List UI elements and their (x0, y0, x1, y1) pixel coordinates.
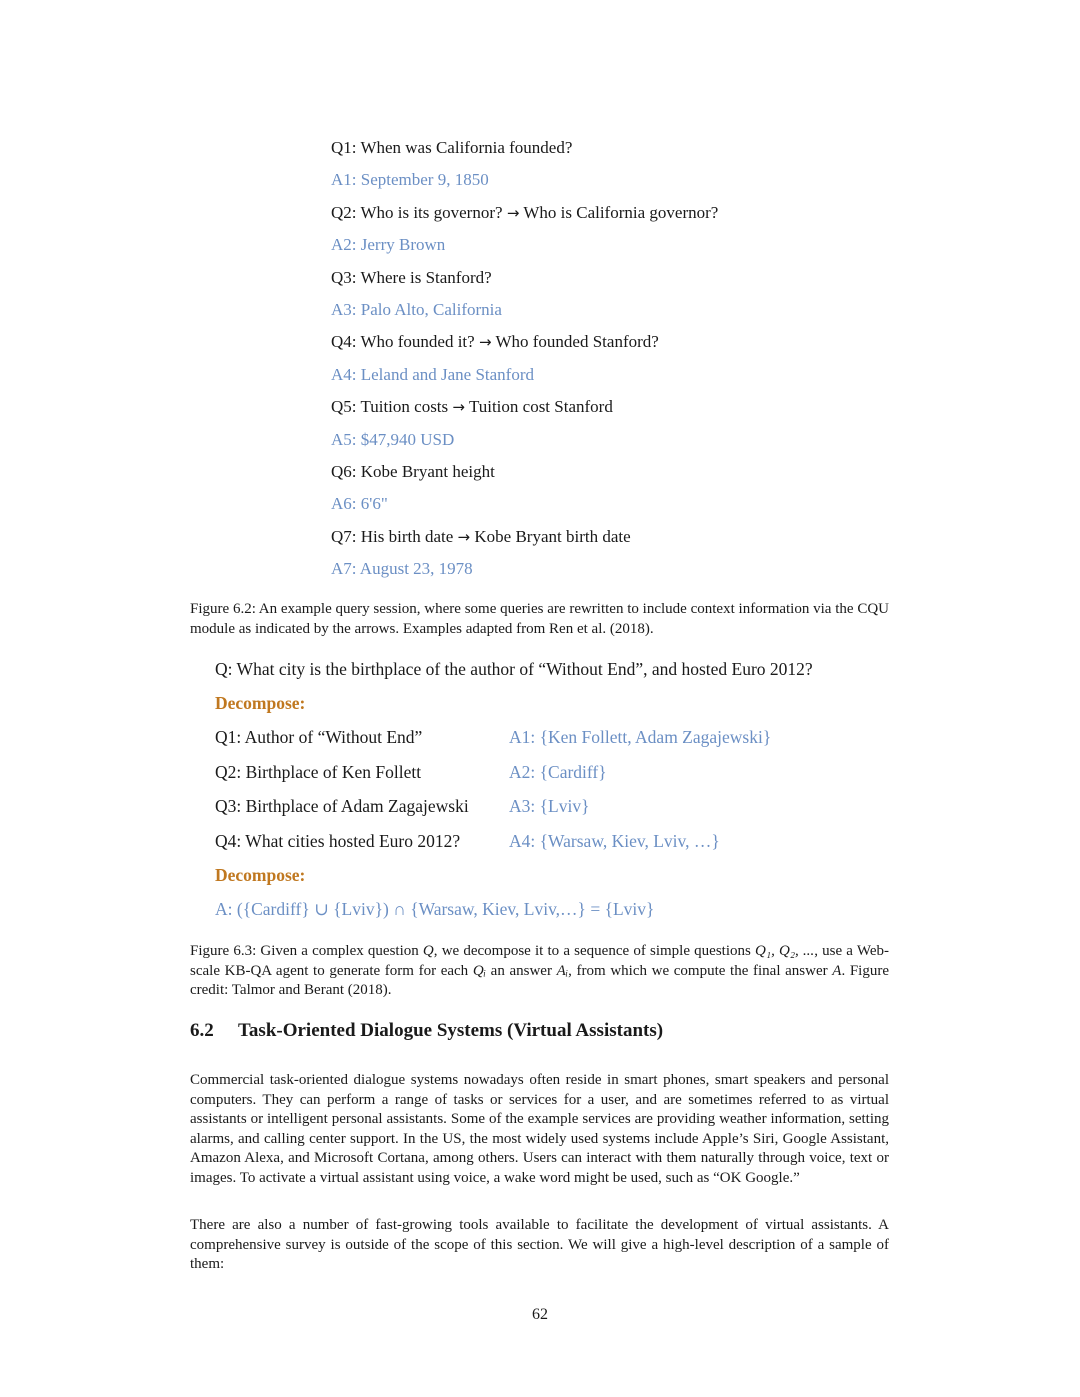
sub-answer: A4: {Warsaw, Kiev, Lviv, …} (509, 830, 720, 851)
session-a4: A4: Leland and Jane Stanford (331, 364, 534, 384)
session-q4: Q4: Who founded it? → Who founded Stanford? (331, 332, 659, 352)
decomp-row (215, 725, 895, 760)
query-session-figure (331, 136, 891, 589)
sub-question: Q4: What cities hosted Euro 2012? (215, 830, 461, 851)
session-q7: Q7: His birth date → Kobe Bryant birth date (331, 526, 631, 546)
session-a3: A3: Palo Alto, California (331, 299, 502, 319)
body-paragraph: Commercial task-oriented dialogue systems nowadays often reside in smart phones, smart speakers and personal computers. They can perform a range of tasks or services for a user, and are sometimes referred to as virtual assistants or intelligent personal assistants. Some of the example services are providing weather information, setting alarms, and calling center support. In the US, the most widely used systems include Apple’s Siri, Google Assistant, Amazon Alexa, and Microsoft Cortana, among others. Users can interact with them naturally through voice, text or images. To activate a virtual assistant using voice, a wake word might be used, such as “OK Google.” (190, 1072, 889, 1186)
rewritten-query: Tuition cost Stanford (468, 397, 613, 417)
rewrite-arrow-icon: → (457, 527, 471, 546)
final-answer: A: ({Cardiff} ∪ {Lviv}) ∩ {Warsaw, Kiev, Lviv,…} = {Lviv} (215, 899, 655, 919)
compose-label: Decompose: (215, 865, 306, 885)
session-q1: Q1: When was California founded? (331, 138, 573, 157)
decomp-row (215, 760, 895, 795)
rewritten-query: Kobe Bryant birth date (474, 526, 631, 546)
sub-answer: A2: {Cardiff} (509, 761, 607, 782)
sub-question: Q1: Author of “Without End” (215, 727, 423, 747)
sub-question: Q3: Birthplace of Adam Zagajewski (215, 796, 469, 816)
rewrite-arrow-icon: → (452, 398, 465, 417)
decompose-label: Decompose: (215, 693, 306, 713)
figure-6-3-caption: Figure 6.3: Given a complex question Q, we decompose it to a sequence of simple questions Q₁, Q₂, ..., use a Web-scale KB-QA agent to generate form for each Qᵢ an answer Aᵢ, from which we compute the final answer A. Figure credit: Talmor and Berant (2018). (190, 943, 890, 998)
section-heading (190, 1018, 663, 1044)
sub-question: Q2: Birthplace of Ken Follett (215, 761, 422, 782)
decomp-row (215, 794, 895, 829)
decomp-row (215, 829, 895, 864)
body-paragraph: There are also a number of fast-growing tools available to facilitate the development of virtual assistants. A comprehensive survey is outside of the scope of this section. We will give a high-level description of a sample of them: (190, 1217, 889, 1272)
session-q2: Q2: Who is its governor? → Who is California governor? (331, 202, 719, 222)
figure-6-2-caption: Figure 6.2: An example query session, where some queries are rewritten to include context information via the CQU module as indicated by the arrows. Examples adapted from Ren et al. (2018). (190, 601, 889, 637)
session-a1: A1: September 9, 1850 (331, 170, 489, 190)
session-a5: A5: $47,940 USD (331, 429, 455, 449)
page-number: 62 (532, 1306, 548, 1323)
rewritten-query: Who founded Stanford? (495, 332, 659, 352)
session-q6: Q6: Kobe Bryant height (331, 461, 495, 481)
section-number: 6.2 (190, 1020, 214, 1041)
rewritten-query: Who is California governor? (523, 202, 719, 222)
session-a2: A2: Jerry Brown (331, 235, 446, 255)
complex-question: Q: What city is the birthplace of the author of “Without End”, and hosted Euro 2012? (215, 659, 813, 679)
decomposition-figure (215, 657, 895, 931)
rewrite-arrow-icon: → (478, 333, 492, 352)
session-q5: Q5: Tuition costs → Tuition cost Stanford (331, 397, 613, 417)
session-a6: A6: 6'6" (331, 494, 388, 514)
sub-answer: A3: {Lviv} (509, 796, 590, 816)
section-title: Task-Oriented Dialogue Systems (Virtual Assistants) (238, 1020, 664, 1041)
sub-answer: A1: {Ken Follett, Adam Zagajewski} (509, 727, 772, 747)
rewrite-arrow-icon: → (506, 203, 520, 222)
session-a7: A7: August 23, 1978 (331, 559, 473, 579)
session-q3: Q3: Where is Stanford? (331, 267, 492, 287)
